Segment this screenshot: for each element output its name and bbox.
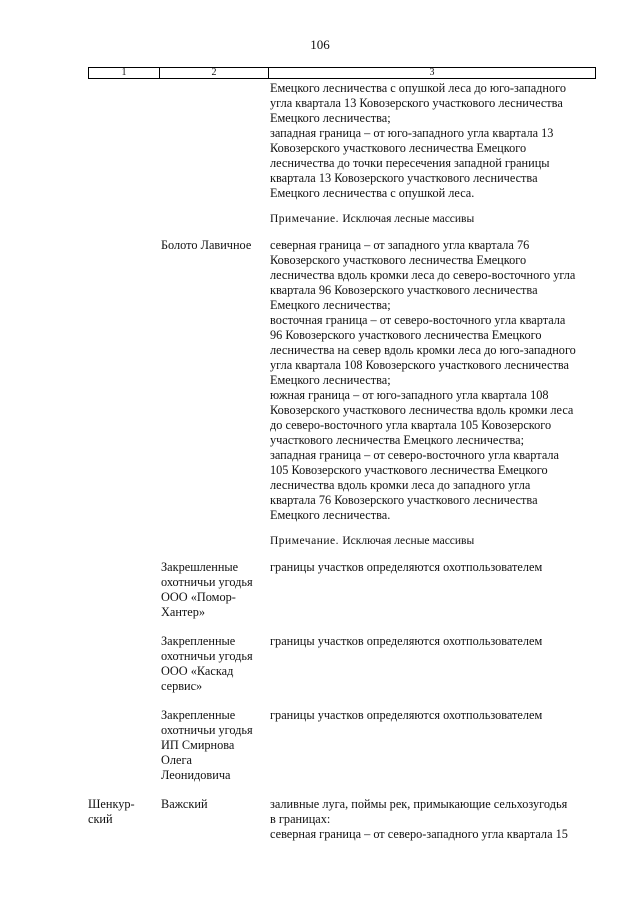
text-line: квартала 13 Ковозерского участкового лесничества <box>270 171 538 185</box>
text-line: лесничества вдоль кромки леса до северо-восточного угла <box>270 268 576 282</box>
text-line: Олега <box>161 753 192 767</box>
area-name <box>161 634 266 694</box>
text-line: Хантер» <box>161 605 206 619</box>
boundary-description <box>270 797 596 842</box>
text-line: угла квартала 13 Ковозерского участкового лесничества <box>270 96 563 110</box>
note <box>270 534 596 549</box>
header-col-2: 2 <box>160 68 269 78</box>
text-line: Ковозерского участкового лесничества Емецкого <box>270 141 527 155</box>
text-line: 105 Ковозерского участкового лесничества Емецкого <box>270 463 548 477</box>
note-label: Примечание. <box>270 535 339 547</box>
text-line: северная граница – от западного угла квартала 76 <box>270 238 530 252</box>
header-col-1: 1 <box>89 68 160 78</box>
text-line: участкового лесничества Емецкого лесничества; <box>270 433 525 447</box>
note-label: Примечание. <box>270 213 339 225</box>
text-line: восточная граница – от северо-восточного угла квартала <box>270 313 566 327</box>
district-name <box>88 797 159 827</box>
page-number: 106 <box>310 37 330 52</box>
text-line: Емецкого лесничества с опушкой леса до юго-западного <box>270 81 567 95</box>
text-line: Емецкого лесничества; <box>270 373 391 387</box>
header-col-3: 3 <box>429 67 435 78</box>
area-name <box>161 797 266 812</box>
boundary-description <box>270 560 596 575</box>
text-line: в границах: <box>270 812 331 826</box>
text-line: Важский <box>161 797 208 811</box>
text-line: квартала 96 Ковозерского участкового лесничества <box>270 283 538 297</box>
text-line: заливные луга, поймы рек, примыкающие сельхозугодья <box>270 797 568 811</box>
note-text: Исключая лесные массивы <box>342 535 475 547</box>
text-line: лесничества вдоль кромки леса до западного угла <box>270 478 531 492</box>
area-name <box>161 560 266 620</box>
text-line: ООО «Помор- <box>161 590 236 604</box>
text-line: Емецкого лесничества; <box>270 298 391 312</box>
text-line: северная граница – от северо-западного угла квартала 15 <box>270 827 568 841</box>
text-line: до северо-восточного угла квартала 105 Ковозерского <box>270 418 552 432</box>
boundary-description <box>270 238 596 549</box>
text-line: Леонидовича <box>161 768 231 782</box>
text-line: границы участков определяются охотпользователем <box>270 708 543 722</box>
text-line: Ковозерского участкового лесничества Емецкого <box>270 253 527 267</box>
text-line: квартала 76 Ковозерского участкового лесничества <box>270 493 538 507</box>
note <box>270 212 596 227</box>
text-line: ский <box>88 812 113 826</box>
text-line: западная граница – от северо-восточного угла квартала <box>270 448 559 462</box>
text-line: охотничьи угодья <box>161 649 253 663</box>
text-line: охотничьи угодья <box>161 575 253 589</box>
text-line: охотничьи угодья <box>161 723 253 737</box>
text-line: Закрепленные <box>161 708 236 722</box>
text-line: Шенкур- <box>88 797 135 811</box>
area-name <box>161 708 266 783</box>
text-line: границы участков определяются охотпользователем <box>270 634 543 648</box>
text-line: Закрепленные <box>161 634 236 648</box>
text-line: Емецкого лесничества; <box>270 111 391 125</box>
text-line: сервис» <box>161 679 203 693</box>
text-line: 96 Ковозерского участкового лесничества Емецкого <box>270 328 542 342</box>
text-line: южная граница – от юго-западного угла квартала 108 <box>270 388 549 402</box>
text-line: Емецкого лесничества. <box>270 508 391 522</box>
note-text: Исключая лесные массивы <box>342 213 475 225</box>
text-line: Ковозерского участкового лесничества вдоль кромки леса <box>270 403 574 417</box>
text-line: ИП Смирнова <box>161 738 235 752</box>
boundary-description <box>270 634 596 649</box>
text-line: Болото Лавичное <box>161 238 252 252</box>
text-line: угла квартала 108 Ковозерского участкового лесничества <box>270 358 569 372</box>
text-line: ООО «Каскад <box>161 664 234 678</box>
text-line: Закрешленные <box>161 560 239 574</box>
boundary-description <box>270 81 596 227</box>
text-line: лесничества до точки пересечения западной границы <box>270 156 550 170</box>
text-line: Емецкого лесничества с опушкой леса. <box>270 186 475 200</box>
text-line: западная граница – от юго-западного угла квартала 13 <box>270 126 554 140</box>
text-line: границы участков определяются охотпользователем <box>270 560 543 574</box>
boundary-description <box>270 708 596 723</box>
table-header <box>88 67 596 79</box>
area-name <box>161 238 266 253</box>
text-line: лесничества на север вдоль кромки леса до юго-западного <box>270 343 576 357</box>
